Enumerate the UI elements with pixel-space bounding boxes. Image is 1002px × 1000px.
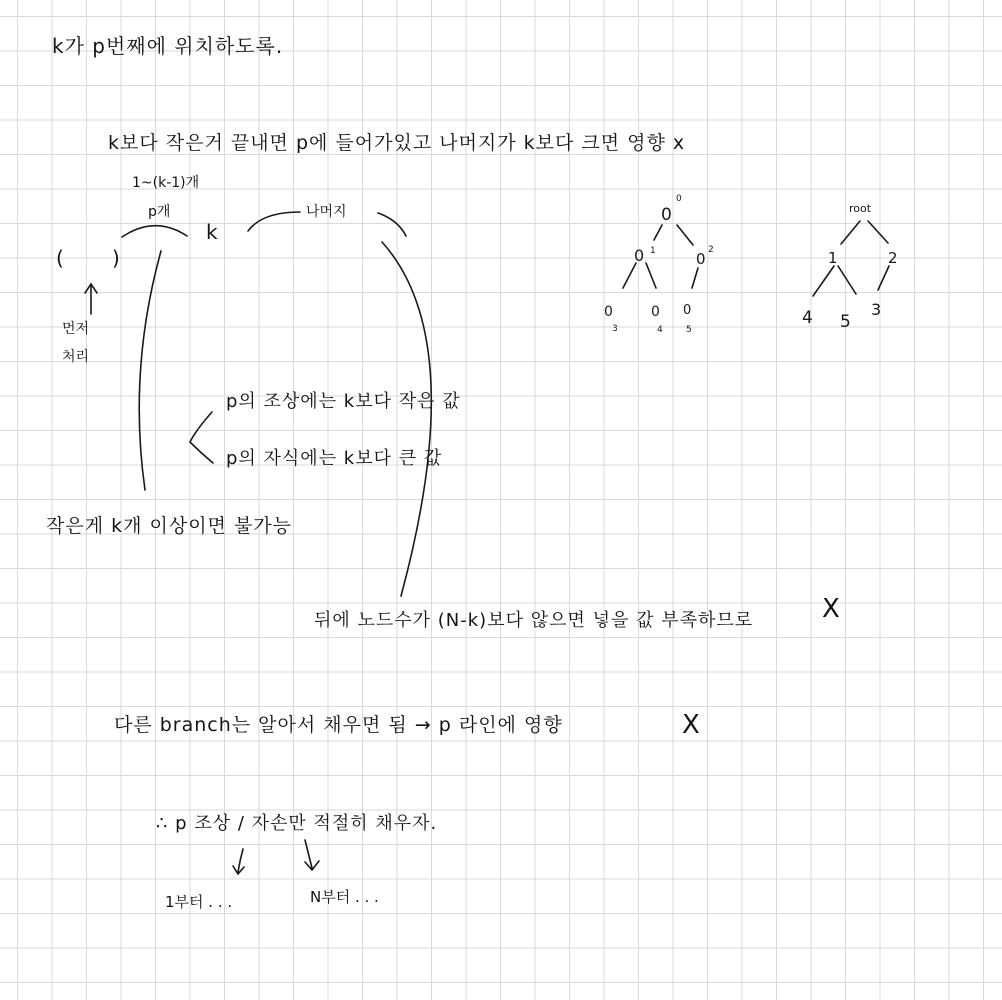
tree-b-ll: 4 [802,308,813,328]
paren-open: ( [56,246,65,270]
tree-a-left: 0 [634,246,645,265]
tree-b-left: 1 [828,249,838,267]
nodes-rule: 뒤에 노드수가 (N-k)보다 않으면 넣을 값 부족하므로 [314,610,754,631]
tree-b-right: 2 [888,249,898,267]
title-note: k가 p번째에 위치하도록. [52,34,284,58]
first-process-1: 먼저 [62,321,90,337]
from-n-note: N부터 . . . [310,888,379,906]
branch-rule-x: X [682,710,701,740]
tree-a-root-idx: 0 [676,194,682,204]
tree-a-right-idx: 2 [708,245,714,255]
tree-b-root: root [849,202,872,215]
tree-a-root: 0 [661,205,672,225]
tree-a-ll: 0 [604,304,613,320]
child-rule: p의 자식에는 k보다 큰 값 [226,448,443,469]
p-count-label: p개 [148,204,171,220]
observation-note: k보다 작은거 끝내면 p에 들어가있고 나머지가 k보다 크면 영향 x [108,132,686,154]
ancestor-rule: p의 조상에는 k보다 작은 값 [226,391,461,412]
tree-a-lr-idx: 4 [657,325,663,335]
tree-a-rl: 0 [683,303,692,318]
tree-a-right: 0 [696,250,706,268]
tree-a-ll-idx: 3 [612,324,618,334]
therefore-note: ∴ p 조상 / 자손만 적절히 채우자. [156,813,438,834]
nodes-rule-x: X [822,594,841,624]
tree-b-lr: 5 [840,312,851,332]
first-process-2: 처리 [62,349,90,365]
tree-a-lr: 0 [651,304,660,320]
range-label: 1~(k-1)개 [132,175,200,191]
paren-close: ) [112,246,121,270]
rest-label: 나머지 [306,204,347,220]
impossible-note: 작은게 k개 이상이면 불가능 [46,515,293,537]
tree-a-rl-idx: 5 [686,325,692,335]
tree-b-rl: 3 [871,300,882,319]
branch-rule: 다른 branch는 알아서 채우면 됨 → p 라인에 영향 [114,714,563,736]
tree-a-left-idx: 1 [650,246,656,256]
from-one-note: 1부터 . . . [165,893,233,911]
k-mark: k [206,220,219,244]
